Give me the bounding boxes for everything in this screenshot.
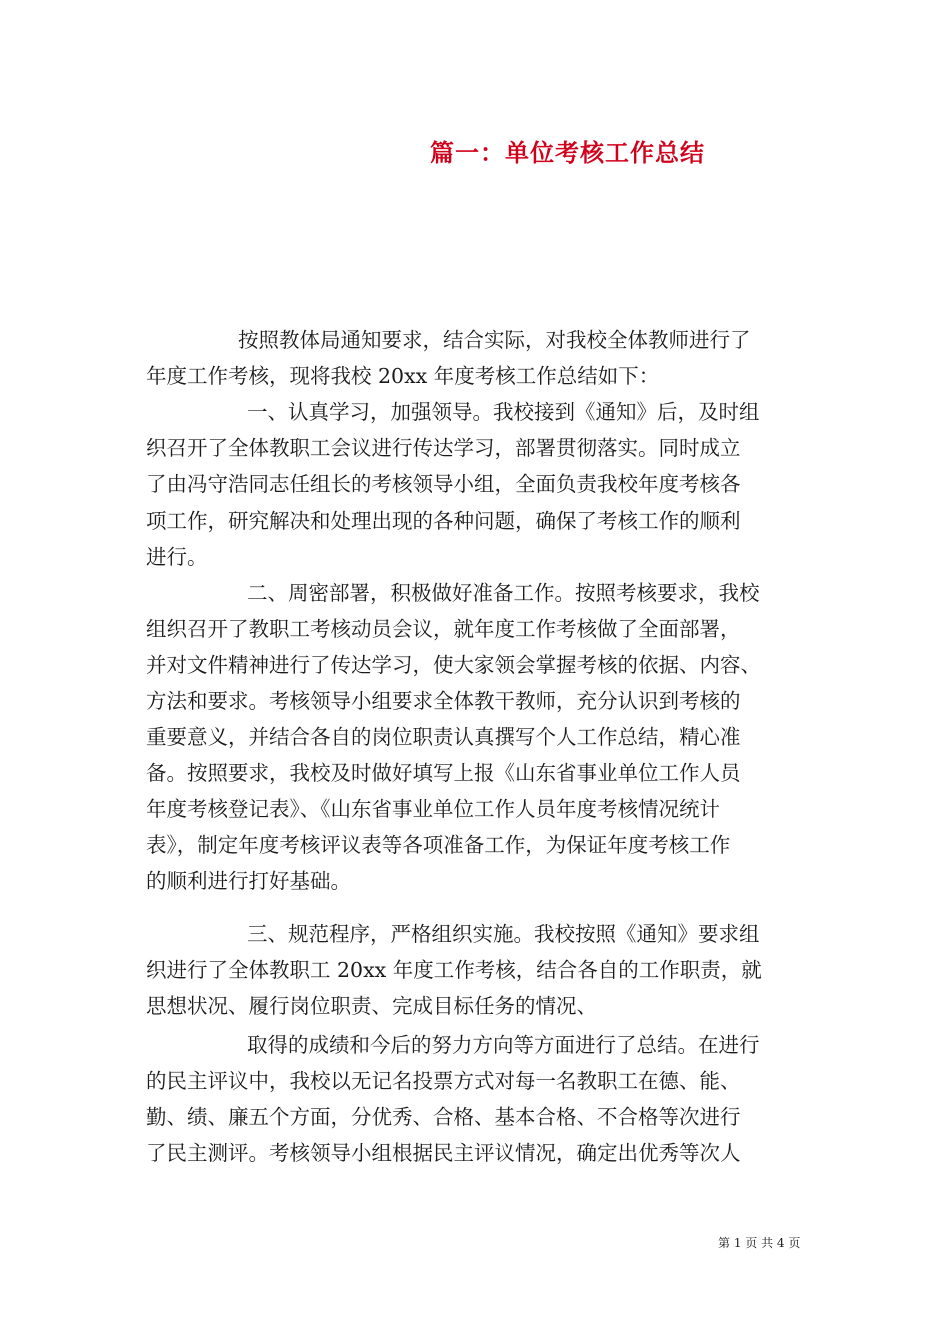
- paragraph-line: 方法和要求。考核领导小组要求全体教干教师，充分认识到考核的: [146, 689, 741, 713]
- paragraph-line: 了民主测评。考核领导小组根据民主评议情况，确定出优秀等次人: [146, 1141, 741, 1165]
- paragraph-line: 一、认真学习，加强领导。我校接到《通知》后，及时组: [247, 400, 760, 424]
- paragraph-line: 表》，制定年度考核评议表等各项准备工作，为保证年度考核工作: [146, 833, 731, 857]
- paragraph-line: 思想状况、履行岗位职责、完成目标任务的情况、: [146, 994, 597, 1018]
- paragraph-line: 组织召开了教职工考核动员会议，就年度工作考核做了全面部署，: [146, 617, 741, 641]
- document-title: 篇一：单位考核工作总结: [430, 138, 705, 167]
- paragraph-line: 按照教体局通知要求，结合实际，对我校全体教师进行了: [238, 328, 751, 352]
- paragraph-line: 三、规范程序，严格组织实施。我校按照《通知》要求组: [247, 922, 760, 946]
- paragraph-line: 取得的成绩和今后的努力方向等方面进行了总结。在进行: [247, 1033, 760, 1057]
- paragraph-line: 的顺利进行打好基础。: [146, 869, 351, 893]
- paragraph-line: 年度工作考核，现将我校 20xx 年度考核工作总结如下：: [146, 364, 660, 388]
- paragraph-line: 的民主评议中，我校以无记名投票方式对每一名教职工在德、能、: [146, 1069, 741, 1093]
- paragraph-line: 重要意义，并结合各自的岗位职责认真撰写个人工作总结，精心准: [146, 725, 741, 749]
- paragraph-line: 备。按照要求，我校及时做好填写上报《山东省事业单位工作人员: [146, 761, 741, 785]
- paragraph-line: 勤、绩、廉五个方面，分优秀、合格、基本合格、不合格等次进行: [146, 1105, 741, 1129]
- paragraph-line: 二、周密部署，积极做好准备工作。按照考核要求，我校: [247, 581, 760, 605]
- paragraph-line: 年度考核登记表》、《山东省事业单位工作人员年度考核情况统计: [146, 797, 720, 821]
- paragraph-line: 织召开了全体教职工会议进行传达学习，部署贯彻落实。同时成立: [146, 436, 741, 460]
- paragraph-line: 进行。: [146, 545, 208, 569]
- paragraph-line: 项工作，研究解决和处理出现的各种问题，确保了考核工作的顺利: [146, 509, 741, 533]
- paragraph-line: 了由冯守浩同志任组长的考核领导小组，全面负责我校年度考核各: [146, 472, 741, 496]
- paragraph-line: 织进行了全体教职工 20xx 年度工作考核，结合各自的工作职责，就: [146, 958, 762, 982]
- paragraph-line: 并对文件精神进行了传达学习，使大家领会掌握考核的依据、内容、: [146, 653, 761, 677]
- page-number: 第 1 页 共 4 页: [718, 1236, 801, 1250]
